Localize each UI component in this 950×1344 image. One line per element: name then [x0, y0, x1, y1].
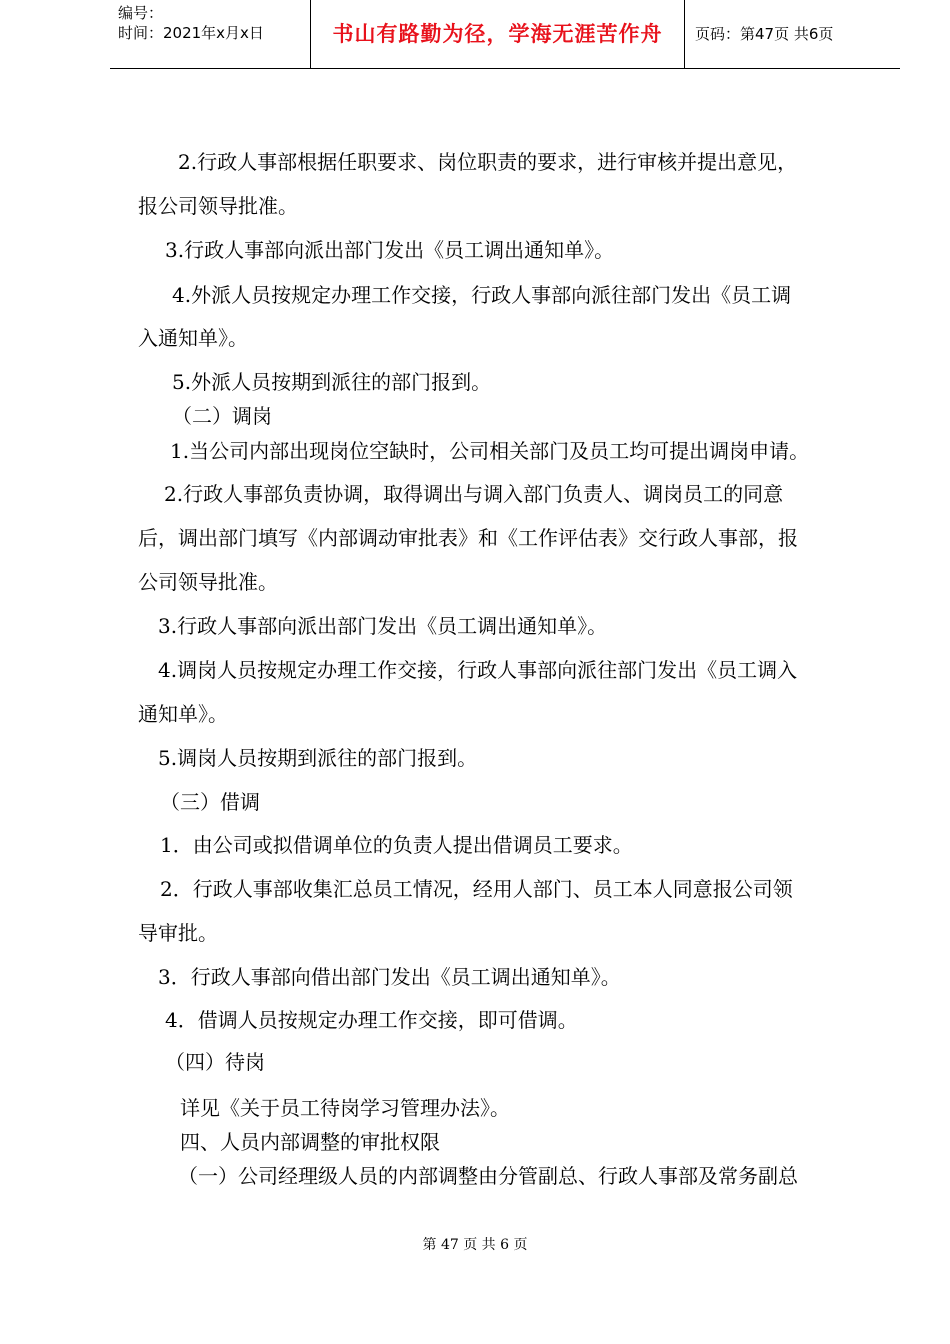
header-meta: [110, 0, 310, 68]
body-line: 3.行政人事部向派出部门发出《员工调出通知单》。: [158, 614, 608, 638]
section-heading: 四、人员内部调整的审批权限: [180, 1130, 440, 1154]
section-heading: （二）调岗: [172, 404, 272, 428]
body-line: 1．由公司或拟借调单位的负责人提出借调员工要求。: [160, 833, 633, 857]
body-line: 公司领导批准。: [138, 570, 278, 594]
page-footer: 第 47 页 共 6 页: [422, 1237, 528, 1253]
body-line: 2．行政人事部收集汇总员工情况，经用人部门、员工本人同意报公司领: [160, 877, 793, 901]
body-line: 通知单》。: [138, 702, 228, 726]
body-line: 3．行政人事部向借出部门发出《员工调出通知单》。: [158, 965, 621, 989]
body-line: 4.外派人员按规定办理工作交接，行政人事部向派往部门发出《员工调: [172, 283, 792, 307]
body-line: 4．借调人员按规定办理工作交接，即可借调。: [165, 1008, 578, 1032]
body-line: 1.当公司内部出现岗位空缺时，公司相关部门及员工均可提出调岗申请。: [170, 439, 810, 463]
header-page-number: 页码：第47页 共6页: [695, 25, 834, 43]
document-number-label: 编号：: [118, 4, 164, 22]
document-time-label: 时间：2021年x月x日: [118, 24, 264, 42]
body-line: 入通知单》。: [138, 326, 248, 350]
body-line: 后，调出部门填写《内部调动审批表》和《工作评估表》交行政人事部，报: [138, 526, 798, 550]
page-header: [110, 0, 900, 69]
body-line: 3.行政人事部向派出部门发出《员工调出通知单》。: [165, 238, 615, 262]
body-line: 2.行政人事部负责协调，取得调出与调入部门负责人、调岗员工的同意: [164, 482, 784, 506]
body-line: 导审批。: [138, 921, 218, 945]
body-line: 5.调岗人员按期到派往的部门报到。: [158, 746, 478, 770]
body-line: 4.调岗人员按规定办理工作交接，行政人事部向派往部门发出《员工调入: [158, 658, 798, 682]
body-line: 报公司领导批准。: [138, 194, 298, 218]
header-motto: 书山有路勤为径，学海无涯苦作舟: [310, 0, 685, 68]
body-line: 5.外派人员按期到派往的部门报到。: [172, 370, 492, 394]
body-line: （一）公司经理级人员的内部调整由分管副总、行政人事部及常务副总: [178, 1164, 798, 1188]
section-heading: （四）待岗: [165, 1050, 265, 1074]
section-heading: （三）借调: [160, 790, 260, 814]
body-line: 详见《关于员工待岗学习管理办法》。: [180, 1096, 510, 1120]
body-line: 2.行政人事部根据任职要求、岗位职责的要求，进行审核并提出意见，: [178, 150, 798, 174]
